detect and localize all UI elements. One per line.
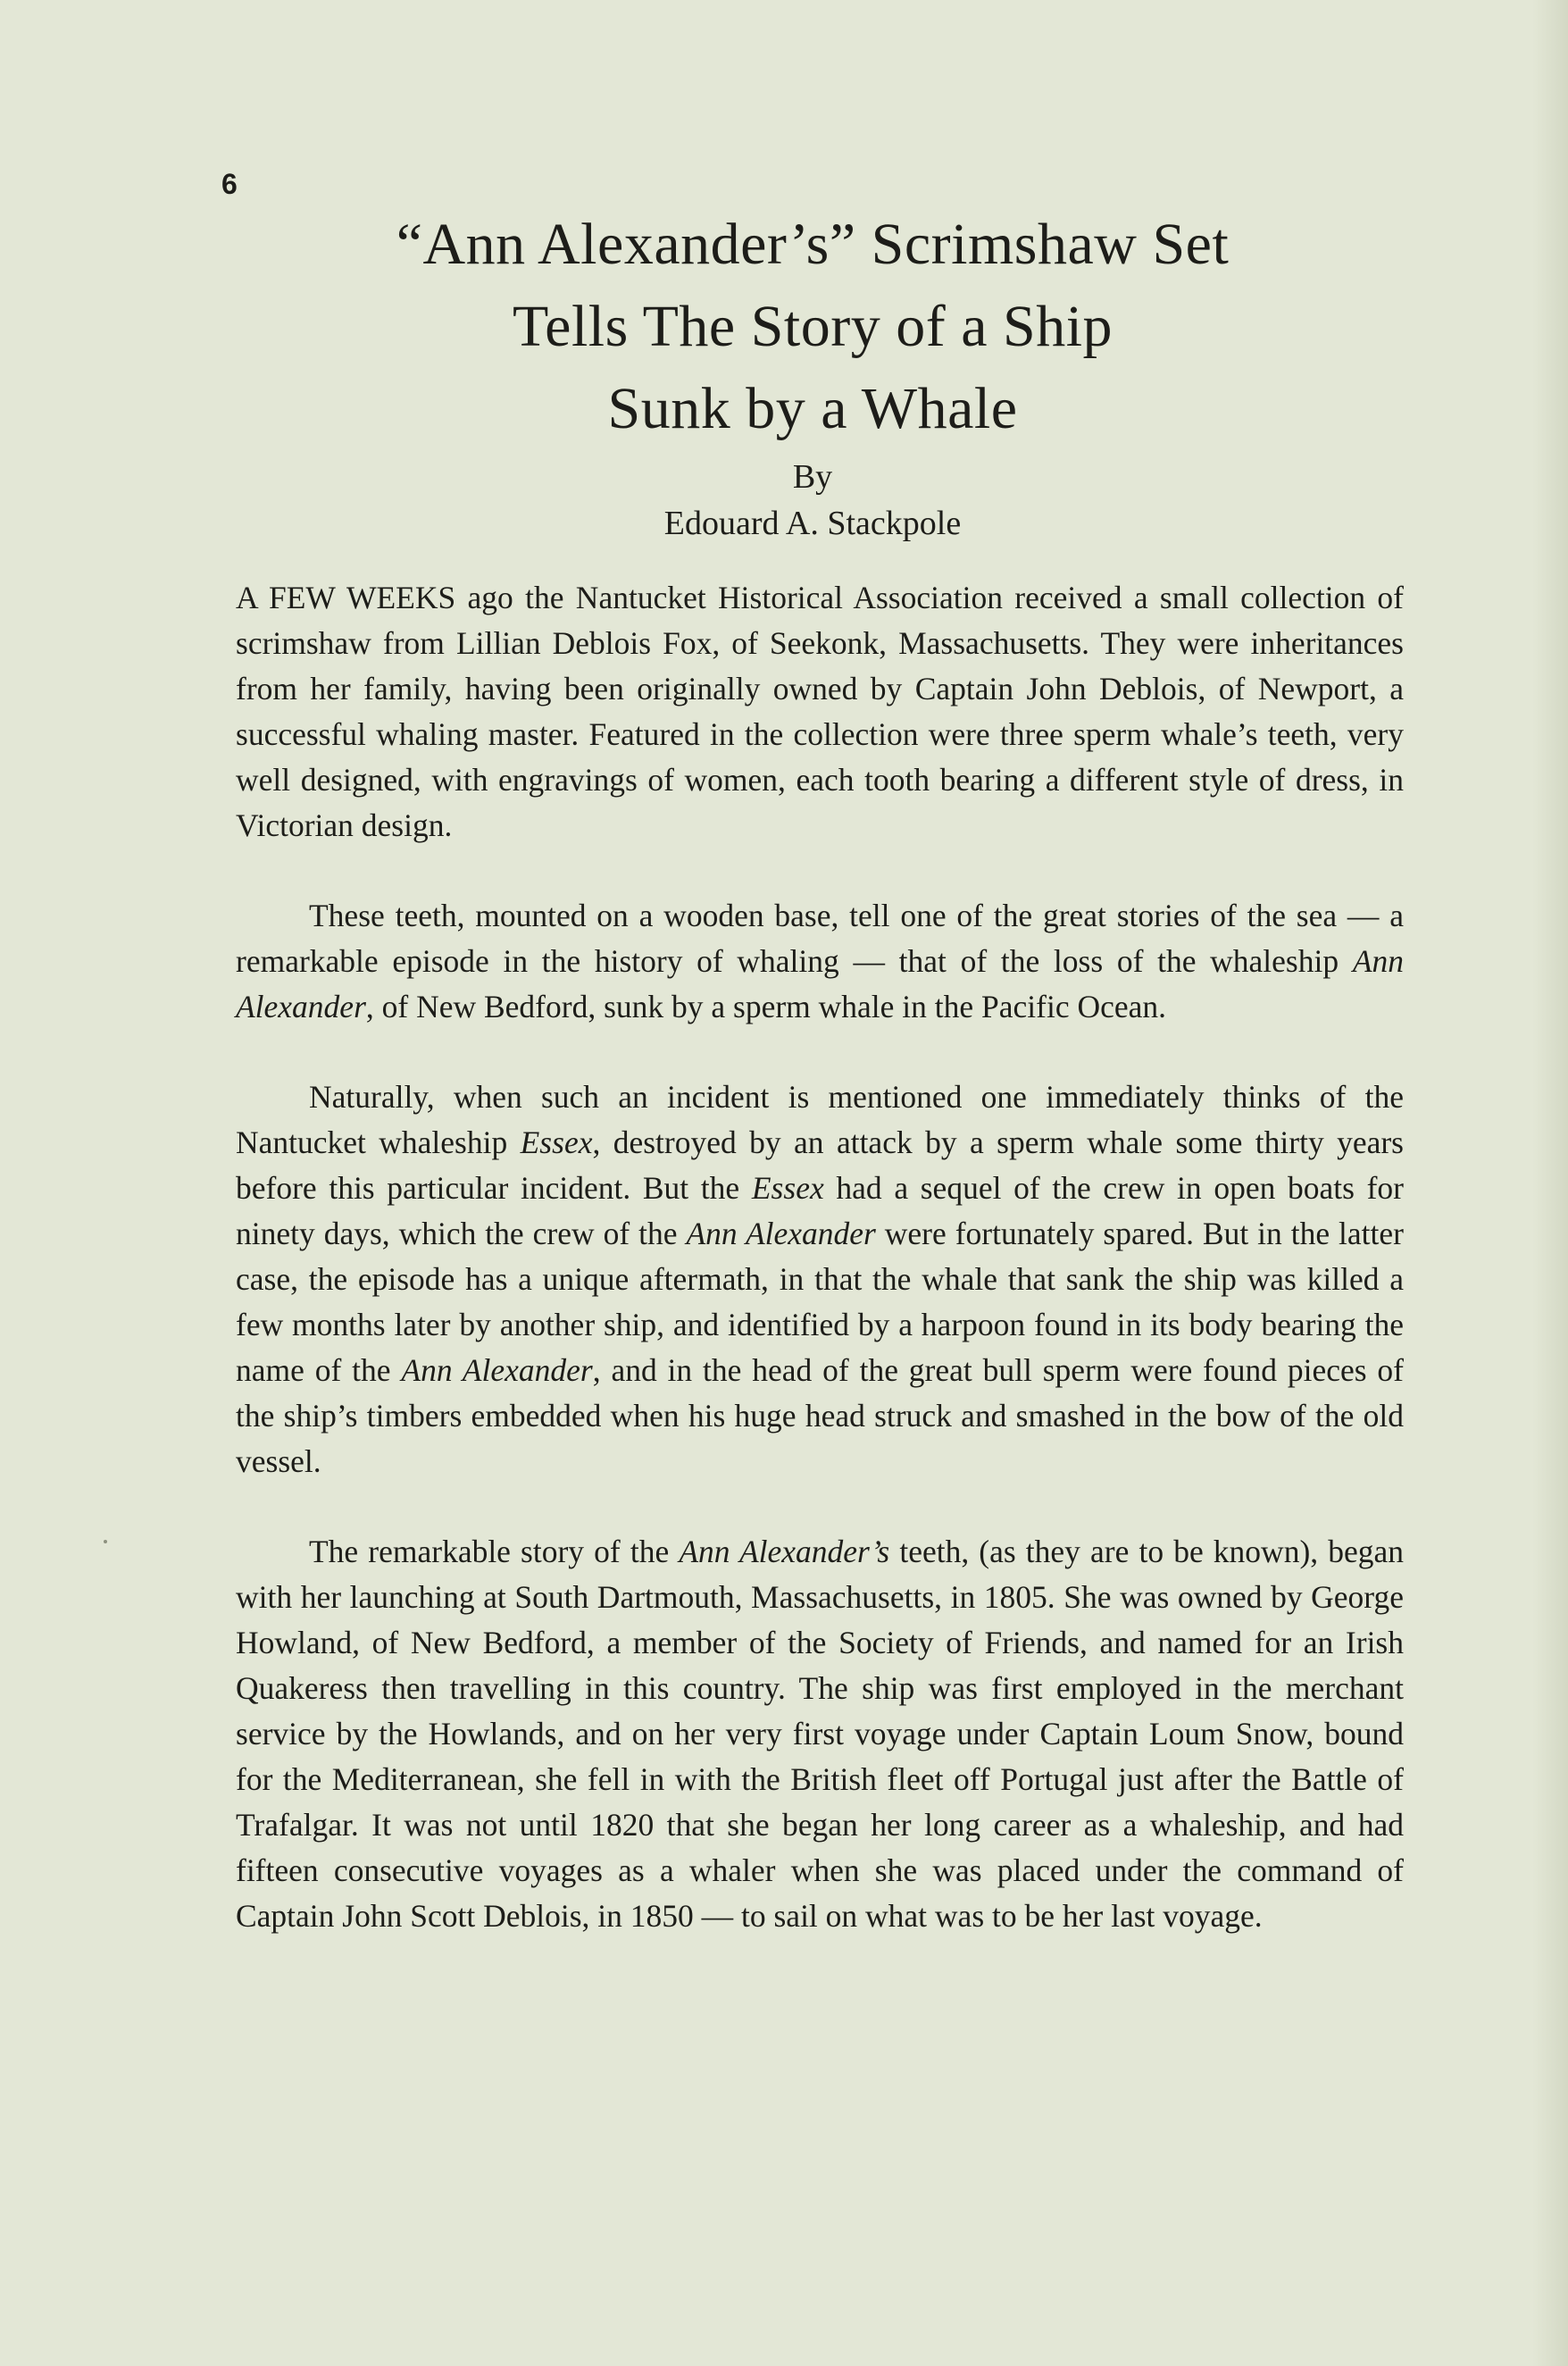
title-line: Sunk by a Whale (607, 376, 1018, 441)
ship-name: Essex (751, 1170, 824, 1206)
article-title (223, 204, 1402, 450)
page-number: 6 (221, 168, 238, 200)
text-run: were fortunately spared. But in the latter case, the episode has a unique aftermath, in that the whale that sank the ship was killed a few months later by another ship, and identified by a harpoon found in its body bearing the name of the (236, 1216, 1404, 1388)
body-paragraph (236, 1529, 1404, 1939)
text-run: had a sequel of the crew in open boats for ninety days, which the crew of the (236, 1170, 1404, 1251)
ship-name: Ann Alexander (401, 1352, 593, 1388)
text-run: The remarkable story of the (309, 1534, 680, 1569)
byline-by: By (792, 458, 833, 496)
text-run: , of New Bedford, sunk by a sperm whale in the Pacific Ocean. (365, 989, 1166, 1024)
page-edge (1532, 0, 1568, 2366)
text-run: A FEW WEEKS ago the Nantucket Historical Association received a small collection of scrimshaw from Lillian Deblois Fox, of Seekonk, Massachusetts. They were inheritances from her family, having been originally owned by Captain John Deblois, of Newport, a successful whaling master. Featured in the collection were three sperm whale’s teeth, very well designed, with engravings of women, each tooth bearing a different style of dress, in Victorian design. (236, 580, 1404, 843)
ship-name: Ann Alexander’s (679, 1534, 890, 1569)
author-name: Edouard A. Stackpole (663, 505, 962, 542)
body-paragraph (236, 1074, 1404, 1484)
text-run: Naturally, when such an incident is mentioned one immediately thinks of the Nantucket whaleship (236, 1079, 1404, 1160)
body-paragraph (236, 893, 1404, 1030)
title-line: “Ann Alexander’s” Scrimshaw Set (396, 212, 1230, 277)
text-run: teeth, (as they are to be known), began with her launching at South Dartmouth, Massachusetts, in 1805. She was owned by George Howland, of New Bedford, a member of the Society of Friends, and named for an Irish Quakeress then travelling in this country. The ship was first employed in the merchant service by the Howlands, and on her very first voyage under Captain Loum Snow, bound for the Mediterranean, she fell in with the British fleet off Portugal just after the Battle of Trafalgar. It was not until 1820 that she began her long career as a whaleship, and had fifteen consecutive voyages as a whaler when she was placed under the command of Captain John Scott Deblois, in 1850 — to sail on what was to be her last voyage. (236, 1534, 1405, 1934)
text-run: , and in the head of the great bull sperm were found pieces of the ship’s timbers embedded when his huge head struck and smashed in the bow of the old vessel. (236, 1352, 1404, 1479)
title-line: Tells The Story of a Ship (512, 294, 1113, 359)
margin-speck (104, 1540, 107, 1543)
text-run: These teeth, mounted on a wooden base, tell one of the great stories of the sea — a remarkable episode in the history of whaling — that of the loss of the whaleship (236, 898, 1404, 979)
body-paragraph (236, 575, 1404, 849)
article-body (236, 575, 1404, 1939)
ship-name: Essex (520, 1124, 593, 1160)
ship-name: Ann Alexander (236, 943, 1404, 1024)
ship-name: Ann Alexander (686, 1216, 876, 1251)
text-run: , destroyed by an attack by a sperm whale some thirty years before this particular incident. But the (236, 1124, 1404, 1206)
